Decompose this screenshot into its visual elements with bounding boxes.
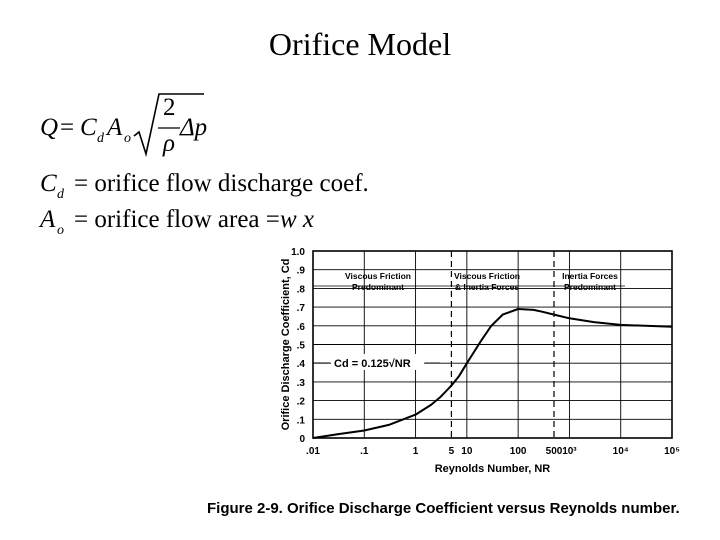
y-tick-label: .9 xyxy=(296,265,305,277)
y-tick-label: .1 xyxy=(296,415,305,427)
eq-a: A xyxy=(107,114,123,141)
region-labels xyxy=(313,271,625,292)
x-tick-label: 10⁴ xyxy=(612,446,629,457)
cd-text: = orifice flow discharge coef. xyxy=(74,170,369,197)
eq-frac-den: ρ xyxy=(163,130,175,157)
y-tick-label: 1.0 xyxy=(291,247,305,258)
x-tick-label: .1 xyxy=(360,446,369,457)
ao-subscript: o xyxy=(57,223,64,238)
x-tick-label: 500 xyxy=(545,446,563,457)
region-2-line1: Viscous Friction xyxy=(454,271,520,281)
y-tick-label: .6 xyxy=(296,321,305,333)
eq-c: C xyxy=(80,114,97,141)
annotation-text: Cd = 0.125√NR xyxy=(334,358,411,370)
region-1-line1: Viscous Friction xyxy=(345,271,411,281)
x-tick-label: 1 xyxy=(412,446,419,457)
eq-frac-num: 2 xyxy=(163,94,176,121)
ao-symbol: A xyxy=(40,206,56,233)
y-tick-label: .2 xyxy=(296,396,305,408)
y-tick-label: .3 xyxy=(296,377,305,389)
series xyxy=(313,309,672,438)
x-tick-label: .01 xyxy=(306,446,320,457)
x-tick-label: 10³ xyxy=(562,446,577,457)
eq-a-sub: o xyxy=(124,131,131,146)
ao-text: = orifice flow area = xyxy=(74,206,280,233)
region-3-line1: Inertia Forces xyxy=(562,271,618,281)
eq-c-sub: d xyxy=(97,131,104,146)
y-tick-label: .4 xyxy=(296,359,305,371)
eq-delta-p: Δp xyxy=(180,114,208,141)
y-tick-label: .7 xyxy=(296,303,305,315)
y-tick-label: .5 xyxy=(296,340,305,352)
ao-rhs: w x xyxy=(280,206,315,233)
cd-symbol: C xyxy=(40,170,57,197)
x-tick-label: 10⁵ xyxy=(664,446,680,457)
eq-equals: = xyxy=(60,114,75,141)
region-1-line2: Predominant xyxy=(352,282,404,292)
series-line xyxy=(313,309,672,438)
region-2-line2: & Inertia Forces xyxy=(454,282,520,292)
region-3-line2: Predominant xyxy=(564,282,616,292)
y-axis-title: Orifice Discharge Coefficient, Cd xyxy=(280,258,292,431)
formula-annotation xyxy=(313,354,440,370)
eq-q: Q xyxy=(40,114,59,141)
y-tick-label: 0 xyxy=(299,434,305,445)
cd-subscript: d xyxy=(57,187,64,202)
x-tick-label: 5 xyxy=(448,446,455,457)
figure-caption: Figure 2-9. Orifice Discharge Coefficient versus Reynolds number. xyxy=(207,500,680,517)
x-tick-label: 10 xyxy=(461,446,473,457)
x-axis-title: Reynolds Number, NR xyxy=(434,463,551,475)
y-tick-label: .8 xyxy=(296,284,305,296)
slide-title: Orifice Model xyxy=(268,26,452,62)
x-tick-label: 100 xyxy=(509,446,527,457)
